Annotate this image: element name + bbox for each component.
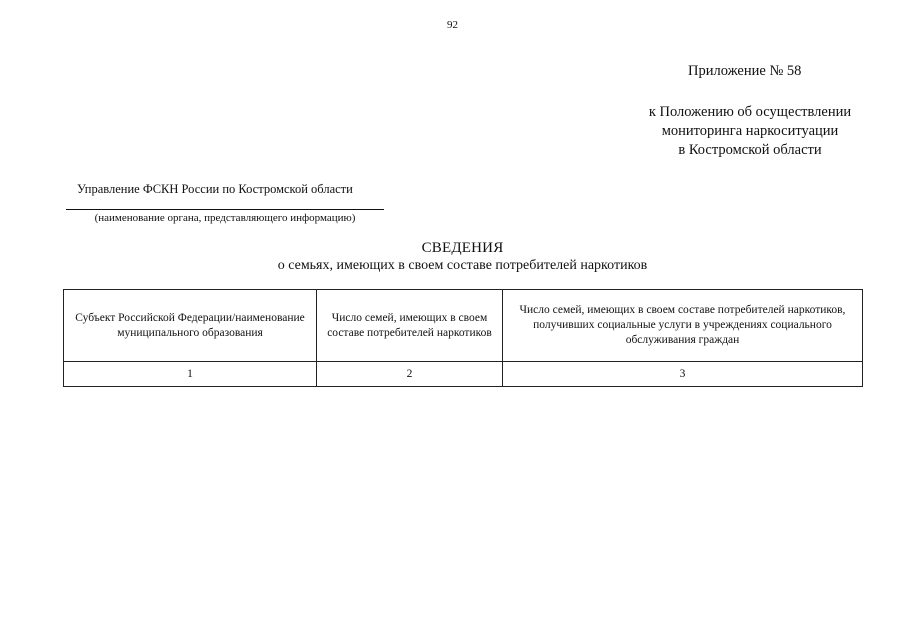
column-number: 3	[503, 362, 863, 387]
document-subtitle: о семьях, имеющих в своем составе потребителей наркотиков	[277, 258, 648, 273]
appendix-title: Приложение № 58	[688, 63, 802, 79]
document-title: СВЕДЕНИЯ	[421, 240, 504, 256]
organization-name: Управление ФСКН России по Костромской области	[77, 182, 353, 196]
appendix-reference-line: к Положению об осуществлении	[648, 104, 852, 120]
column-header-families-count: Число семей, имеющих в своем составе потребителей наркотиков	[317, 290, 503, 362]
appendix-reference-line: мониторинга наркоситуации	[661, 123, 839, 139]
appendix-reference	[630, 103, 870, 160]
column-number: 1	[64, 362, 317, 387]
report-table	[63, 289, 863, 387]
column-number: 2	[317, 362, 503, 387]
table-header-row	[64, 290, 863, 362]
organization-caption: (наименование органа, представляющего информацию)	[94, 212, 356, 224]
organization-underline	[66, 209, 384, 210]
column-header-subject: Субъект Российской Федерации/наименование муниципального образования	[64, 290, 317, 362]
appendix-reference-line: в Костромской области	[678, 142, 822, 158]
column-number-row	[64, 362, 863, 387]
page-number: 92	[447, 19, 458, 31]
column-header-families-services: Число семей, имеющих в своем составе потребителей наркотиков, получивших социальные услуги в учреждениях социального обслуживания граждан	[503, 290, 863, 362]
